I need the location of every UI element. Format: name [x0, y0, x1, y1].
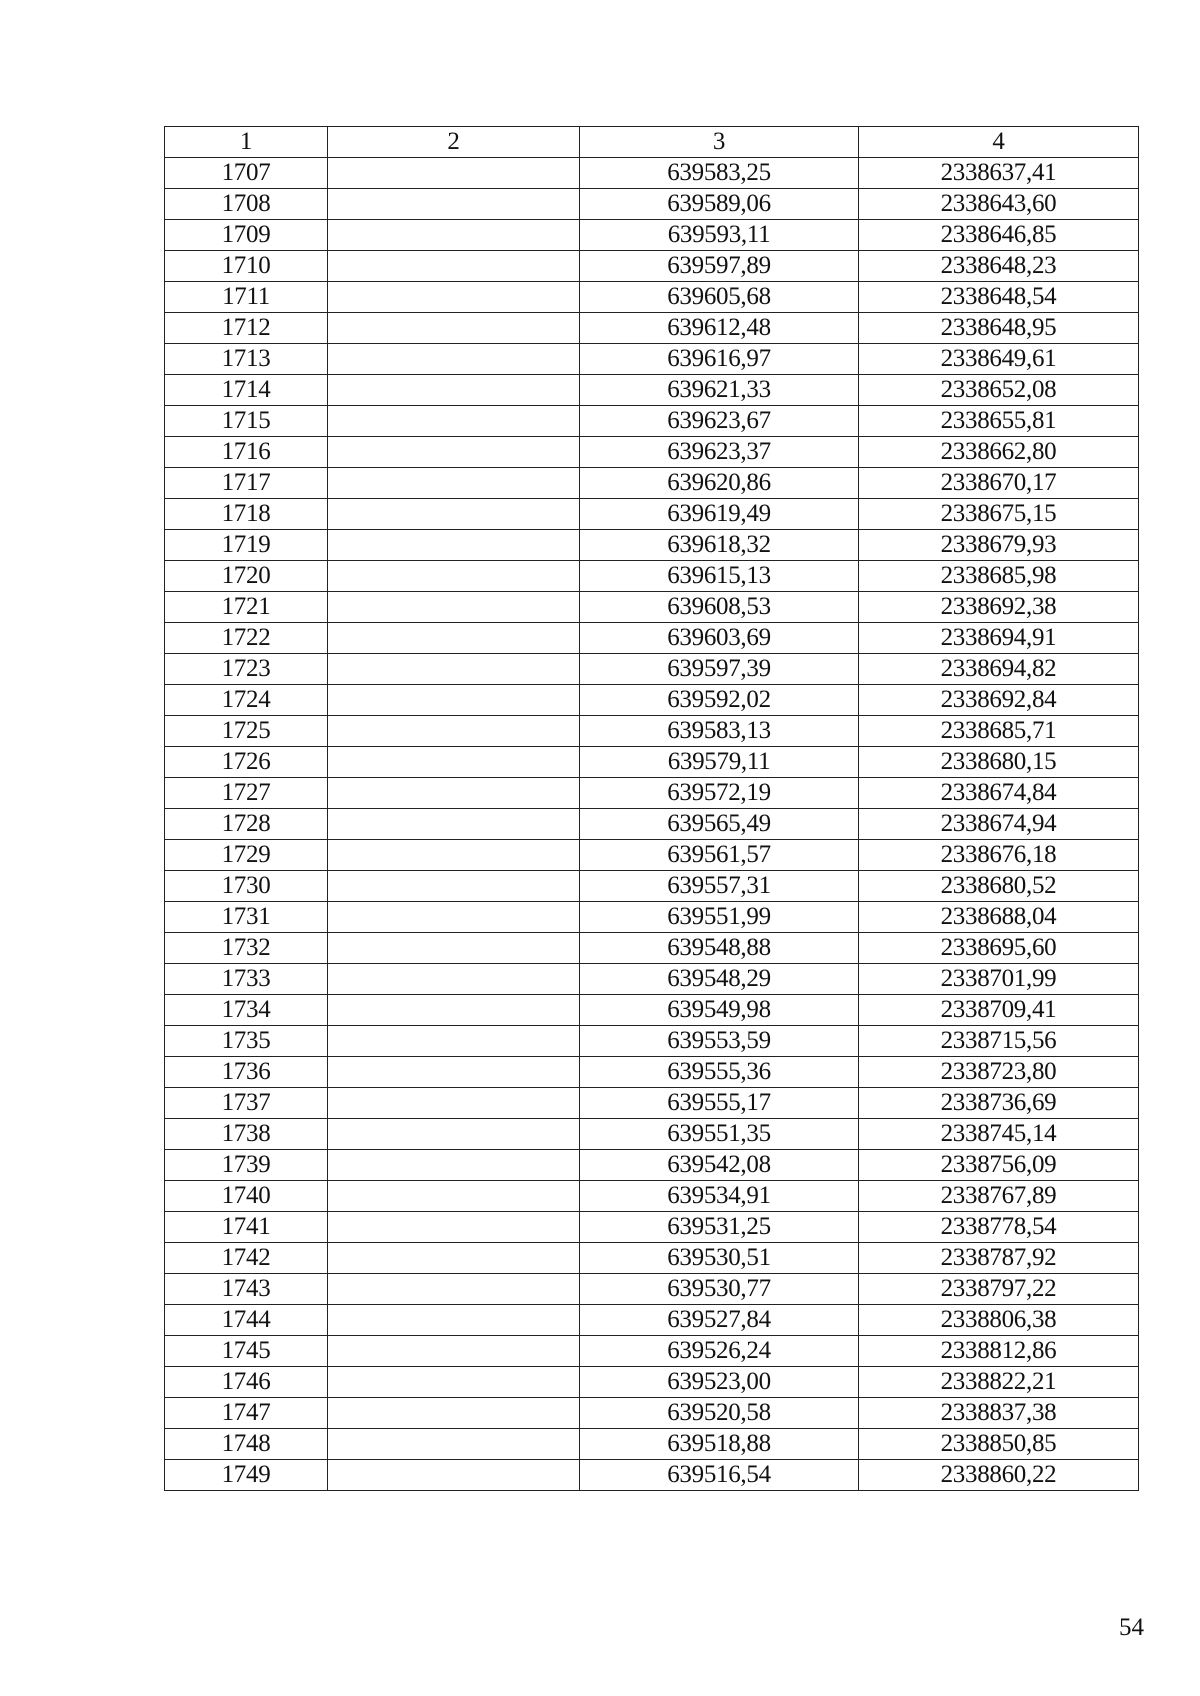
table-row: [165, 778, 1139, 809]
point-number-cell: 1713: [165, 344, 328, 375]
point-number-cell: 1730: [165, 871, 328, 902]
description-cell: [328, 1305, 580, 1336]
description-cell: [328, 778, 580, 809]
point-number-cell: 1737: [165, 1088, 328, 1119]
x-coordinate-cell: 639530,51: [580, 1243, 859, 1274]
column-header-1: 1: [165, 127, 328, 158]
y-coordinate-cell: 2338655,81: [859, 406, 1139, 437]
point-number-cell: 1720: [165, 561, 328, 592]
description-cell: [328, 747, 580, 778]
table-row: [165, 747, 1139, 778]
y-coordinate-cell: 2338637,41: [859, 158, 1139, 189]
point-number-cell: 1744: [165, 1305, 328, 1336]
y-coordinate-cell: 2338778,54: [859, 1212, 1139, 1243]
description-cell: [328, 685, 580, 716]
point-number-cell: 1725: [165, 716, 328, 747]
table-row: [165, 1305, 1139, 1336]
x-coordinate-cell: 639553,59: [580, 1026, 859, 1057]
table-row: [165, 313, 1139, 344]
y-coordinate-cell: 2338685,98: [859, 561, 1139, 592]
point-number-cell: 1717: [165, 468, 328, 499]
table-row: [165, 964, 1139, 995]
y-coordinate-cell: 2338837,38: [859, 1398, 1139, 1429]
x-coordinate-cell: 639557,31: [580, 871, 859, 902]
point-number-cell: 1727: [165, 778, 328, 809]
y-coordinate-cell: 2338648,23: [859, 251, 1139, 282]
description-cell: [328, 1429, 580, 1460]
x-coordinate-cell: 639616,97: [580, 344, 859, 375]
point-number-cell: 1716: [165, 437, 328, 468]
y-coordinate-cell: 2338715,56: [859, 1026, 1139, 1057]
page-number: 54: [1119, 1614, 1144, 1641]
table-row: [165, 251, 1139, 282]
y-coordinate-cell: 2338680,52: [859, 871, 1139, 902]
point-number-cell: 1742: [165, 1243, 328, 1274]
y-coordinate-cell: 2338676,18: [859, 840, 1139, 871]
x-coordinate-cell: 639523,00: [580, 1367, 859, 1398]
table-row: [165, 437, 1139, 468]
table-row: [165, 220, 1139, 251]
point-number-cell: 1719: [165, 530, 328, 561]
x-coordinate-cell: 639527,84: [580, 1305, 859, 1336]
description-cell: [328, 158, 580, 189]
y-coordinate-cell: 2338822,21: [859, 1367, 1139, 1398]
x-coordinate-cell: 639551,35: [580, 1119, 859, 1150]
x-coordinate-cell: 639597,89: [580, 251, 859, 282]
x-coordinate-cell: 639548,88: [580, 933, 859, 964]
y-coordinate-cell: 2338694,82: [859, 654, 1139, 685]
description-cell: [328, 1274, 580, 1305]
description-cell: [328, 313, 580, 344]
description-cell: [328, 499, 580, 530]
table-row: [165, 189, 1139, 220]
point-number-cell: 1748: [165, 1429, 328, 1460]
table-row: [165, 1429, 1139, 1460]
y-coordinate-cell: 2338662,80: [859, 437, 1139, 468]
x-coordinate-cell: 639579,11: [580, 747, 859, 778]
description-cell: [328, 964, 580, 995]
x-coordinate-cell: 639565,49: [580, 809, 859, 840]
x-coordinate-cell: 639623,67: [580, 406, 859, 437]
description-cell: [328, 623, 580, 654]
description-cell: [328, 1088, 580, 1119]
table-row: [165, 1243, 1139, 1274]
description-cell: [328, 1150, 580, 1181]
table-row: [165, 902, 1139, 933]
table-row: [165, 158, 1139, 189]
point-number-cell: 1740: [165, 1181, 328, 1212]
point-number-cell: 1732: [165, 933, 328, 964]
table-row: [165, 344, 1139, 375]
table-row: [165, 1367, 1139, 1398]
table-row: [165, 1460, 1139, 1491]
point-number-cell: 1736: [165, 1057, 328, 1088]
point-number-cell: 1747: [165, 1398, 328, 1429]
table-row: [165, 995, 1139, 1026]
point-number-cell: 1731: [165, 902, 328, 933]
x-coordinate-cell: 639605,68: [580, 282, 859, 313]
y-coordinate-cell: 2338685,71: [859, 716, 1139, 747]
description-cell: [328, 530, 580, 561]
x-coordinate-cell: 639621,33: [580, 375, 859, 406]
x-coordinate-cell: 639615,13: [580, 561, 859, 592]
description-cell: [328, 840, 580, 871]
point-number-cell: 1733: [165, 964, 328, 995]
y-coordinate-cell: 2338723,80: [859, 1057, 1139, 1088]
point-number-cell: 1738: [165, 1119, 328, 1150]
table-row: [165, 685, 1139, 716]
table-row: [165, 1398, 1139, 1429]
table-row: [165, 716, 1139, 747]
y-coordinate-cell: 2338649,61: [859, 344, 1139, 375]
y-coordinate-cell: 2338701,99: [859, 964, 1139, 995]
x-coordinate-cell: 639583,13: [580, 716, 859, 747]
description-cell: [328, 1243, 580, 1274]
x-coordinate-cell: 639561,57: [580, 840, 859, 871]
x-coordinate-cell: 639555,17: [580, 1088, 859, 1119]
description-cell: [328, 995, 580, 1026]
description-cell: [328, 220, 580, 251]
point-number-cell: 1714: [165, 375, 328, 406]
y-coordinate-cell: 2338674,84: [859, 778, 1139, 809]
table-row: [165, 592, 1139, 623]
column-header-2: 2: [328, 127, 580, 158]
point-number-cell: 1734: [165, 995, 328, 1026]
x-coordinate-cell: 639618,32: [580, 530, 859, 561]
description-cell: [328, 251, 580, 282]
y-coordinate-cell: 2338679,93: [859, 530, 1139, 561]
point-number-cell: 1718: [165, 499, 328, 530]
description-cell: [328, 933, 580, 964]
x-coordinate-cell: 639592,02: [580, 685, 859, 716]
y-coordinate-cell: 2338688,04: [859, 902, 1139, 933]
table-row: [165, 840, 1139, 871]
table-header-row: [165, 127, 1139, 158]
y-coordinate-cell: 2338670,17: [859, 468, 1139, 499]
x-coordinate-cell: 639549,98: [580, 995, 859, 1026]
y-coordinate-cell: 2338692,84: [859, 685, 1139, 716]
coordinates-table: [164, 126, 1139, 1491]
description-cell: [328, 1367, 580, 1398]
description-cell: [328, 282, 580, 313]
description-cell: [328, 1336, 580, 1367]
table-row: [165, 654, 1139, 685]
description-cell: [328, 592, 580, 623]
point-number-cell: 1709: [165, 220, 328, 251]
y-coordinate-cell: 2338745,14: [859, 1119, 1139, 1150]
description-cell: [328, 437, 580, 468]
x-coordinate-cell: 639612,48: [580, 313, 859, 344]
y-coordinate-cell: 2338643,60: [859, 189, 1139, 220]
point-number-cell: 1749: [165, 1460, 328, 1491]
point-number-cell: 1707: [165, 158, 328, 189]
y-coordinate-cell: 2338709,41: [859, 995, 1139, 1026]
x-coordinate-cell: 639608,53: [580, 592, 859, 623]
table-row: [165, 1212, 1139, 1243]
y-coordinate-cell: 2338806,38: [859, 1305, 1139, 1336]
y-coordinate-cell: 2338736,69: [859, 1088, 1139, 1119]
y-coordinate-cell: 2338860,22: [859, 1460, 1139, 1491]
point-number-cell: 1741: [165, 1212, 328, 1243]
y-coordinate-cell: 2338692,38: [859, 592, 1139, 623]
y-coordinate-cell: 2338646,85: [859, 220, 1139, 251]
x-coordinate-cell: 639623,37: [580, 437, 859, 468]
x-coordinate-cell: 639520,58: [580, 1398, 859, 1429]
x-coordinate-cell: 639542,08: [580, 1150, 859, 1181]
x-coordinate-cell: 639572,19: [580, 778, 859, 809]
description-cell: [328, 1212, 580, 1243]
point-number-cell: 1724: [165, 685, 328, 716]
table-row: [165, 1057, 1139, 1088]
table-row: [165, 468, 1139, 499]
y-coordinate-cell: 2338767,89: [859, 1181, 1139, 1212]
table-body: [165, 158, 1139, 1491]
point-number-cell: 1745: [165, 1336, 328, 1367]
y-coordinate-cell: 2338648,95: [859, 313, 1139, 344]
x-coordinate-cell: 639548,29: [580, 964, 859, 995]
description-cell: [328, 468, 580, 499]
table-row: [165, 406, 1139, 437]
point-number-cell: 1723: [165, 654, 328, 685]
point-number-cell: 1711: [165, 282, 328, 313]
point-number-cell: 1722: [165, 623, 328, 654]
column-header-3: 3: [580, 127, 859, 158]
table-row: [165, 809, 1139, 840]
column-header-4: 4: [859, 127, 1139, 158]
description-cell: [328, 809, 580, 840]
y-coordinate-cell: 2338680,15: [859, 747, 1139, 778]
description-cell: [328, 654, 580, 685]
y-coordinate-cell: 2338812,86: [859, 1336, 1139, 1367]
x-coordinate-cell: 639516,54: [580, 1460, 859, 1491]
x-coordinate-cell: 639530,77: [580, 1274, 859, 1305]
table-row: [165, 1026, 1139, 1057]
table-row: [165, 499, 1139, 530]
table-row: [165, 871, 1139, 902]
y-coordinate-cell: 2338674,94: [859, 809, 1139, 840]
description-cell: [328, 1119, 580, 1150]
description-cell: [328, 1181, 580, 1212]
point-number-cell: 1715: [165, 406, 328, 437]
point-number-cell: 1726: [165, 747, 328, 778]
y-coordinate-cell: 2338787,92: [859, 1243, 1139, 1274]
description-cell: [328, 871, 580, 902]
x-coordinate-cell: 639531,25: [580, 1212, 859, 1243]
point-number-cell: 1712: [165, 313, 328, 344]
x-coordinate-cell: 639619,49: [580, 499, 859, 530]
table-row: [165, 282, 1139, 313]
table-row: [165, 1119, 1139, 1150]
description-cell: [328, 406, 580, 437]
x-coordinate-cell: 639555,36: [580, 1057, 859, 1088]
x-coordinate-cell: 639583,25: [580, 158, 859, 189]
description-cell: [328, 716, 580, 747]
y-coordinate-cell: 2338694,91: [859, 623, 1139, 654]
x-coordinate-cell: 639589,06: [580, 189, 859, 220]
description-cell: [328, 1057, 580, 1088]
x-coordinate-cell: 639593,11: [580, 220, 859, 251]
y-coordinate-cell: 2338756,09: [859, 1150, 1139, 1181]
description-cell: [328, 375, 580, 406]
table-row: [165, 375, 1139, 406]
point-number-cell: 1708: [165, 189, 328, 220]
point-number-cell: 1729: [165, 840, 328, 871]
table-row: [165, 1088, 1139, 1119]
x-coordinate-cell: 639603,69: [580, 623, 859, 654]
description-cell: [328, 1026, 580, 1057]
description-cell: [328, 344, 580, 375]
x-coordinate-cell: 639534,91: [580, 1181, 859, 1212]
table-row: [165, 933, 1139, 964]
point-number-cell: 1710: [165, 251, 328, 282]
y-coordinate-cell: 2338648,54: [859, 282, 1139, 313]
description-cell: [328, 902, 580, 933]
table-row: [165, 1150, 1139, 1181]
x-coordinate-cell: 639551,99: [580, 902, 859, 933]
table-row: [165, 1336, 1139, 1367]
table-row: [165, 530, 1139, 561]
y-coordinate-cell: 2338850,85: [859, 1429, 1139, 1460]
table-row: [165, 1181, 1139, 1212]
x-coordinate-cell: 639526,24: [580, 1336, 859, 1367]
point-number-cell: 1746: [165, 1367, 328, 1398]
description-cell: [328, 189, 580, 220]
y-coordinate-cell: 2338695,60: [859, 933, 1139, 964]
y-coordinate-cell: 2338652,08: [859, 375, 1139, 406]
point-number-cell: 1728: [165, 809, 328, 840]
x-coordinate-cell: 639518,88: [580, 1429, 859, 1460]
point-number-cell: 1735: [165, 1026, 328, 1057]
description-cell: [328, 561, 580, 592]
point-number-cell: 1743: [165, 1274, 328, 1305]
table-row: [165, 1274, 1139, 1305]
y-coordinate-cell: 2338797,22: [859, 1274, 1139, 1305]
table-row: [165, 561, 1139, 592]
description-cell: [328, 1460, 580, 1491]
point-number-cell: 1739: [165, 1150, 328, 1181]
x-coordinate-cell: 639620,86: [580, 468, 859, 499]
y-coordinate-cell: 2338675,15: [859, 499, 1139, 530]
point-number-cell: 1721: [165, 592, 328, 623]
description-cell: [328, 1398, 580, 1429]
x-coordinate-cell: 639597,39: [580, 654, 859, 685]
table-row: [165, 623, 1139, 654]
